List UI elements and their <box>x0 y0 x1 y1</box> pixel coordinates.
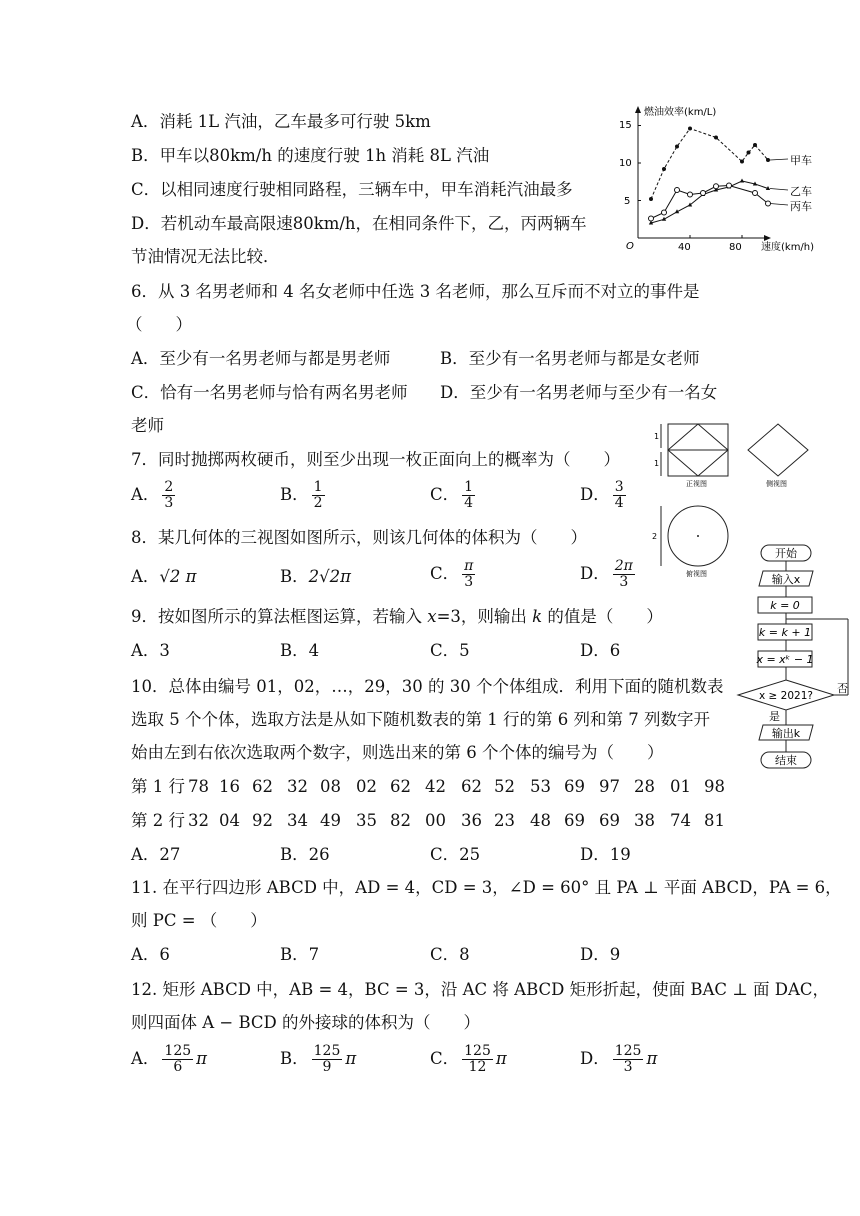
random-number-cell: 92 <box>252 811 273 830</box>
q6-option-b: B．至少有一名男老师与都是女老师 <box>440 349 700 368</box>
data-point <box>740 160 744 164</box>
random-number-cell: 32 <box>287 777 308 796</box>
data-point <box>747 151 751 155</box>
random-number-cell: 32 <box>188 811 209 830</box>
side-view-label: 侧视图 <box>766 480 787 488</box>
q11-line-2: 则 PC = （ ） <box>131 911 267 930</box>
q5-option-c: C．以相同速度行驶相同路程，三辆车中，甲车消耗汽油最多 <box>131 180 573 199</box>
legend-yi: 乙车 <box>790 185 812 198</box>
y-tick-label-10: 10 <box>619 158 632 169</box>
random-number-cell: 62 <box>252 777 273 796</box>
q9-stem: 9．按如图所示的算法框图运算，若输入 x=3，则输出 k 的值是（ ） <box>131 607 663 626</box>
chart-xlabel: 速度(km/h) <box>761 242 815 253</box>
chart-ylabel: 燃油效率(km/L) <box>644 107 717 118</box>
data-point <box>675 145 679 149</box>
data-point <box>714 184 719 189</box>
q5-option-d-cont: 节油情况无法比较． <box>131 247 280 266</box>
random-number-cell: 35 <box>356 811 377 830</box>
q10-line-2: 选取 5 个个体，选取方法是从如下随机数表的第 1 行的第 6 列和第 7 列数字开 <box>131 710 710 729</box>
data-point <box>753 143 757 147</box>
random-number-cell: 81 <box>704 811 725 830</box>
data-point <box>714 136 718 140</box>
random-table-row-2-label: 第 2 行 <box>131 811 185 830</box>
data-point <box>662 210 667 215</box>
random-number-cell: 69 <box>599 811 620 830</box>
random-number-cell: 16 <box>219 777 240 796</box>
q6-answer-paren: （ ） <box>126 315 192 334</box>
random-number-cell: 62 <box>461 777 482 796</box>
q9-option-c: C．5 <box>430 641 470 660</box>
q6-stem: 6．从 3 名男老师和 4 名女老师中任选 3 名老师，那么互斥而不对立的事件是 <box>131 282 700 301</box>
flow-init: k = 0 <box>770 599 800 612</box>
q12-line-2: 则四面体 A − BCD 的外接球的体积为（ ） <box>131 1013 481 1032</box>
data-point <box>753 191 758 196</box>
chart-origin: O <box>626 241 634 252</box>
q10-option-c: C．25 <box>430 845 481 864</box>
random-number-cell: 82 <box>390 811 411 830</box>
data-point <box>649 197 653 201</box>
y-tick-label-5: 5 <box>624 196 631 207</box>
series-line-3 <box>651 186 768 219</box>
q7-option-b: B． $\frac{1}{2}$ <box>280 479 323 511</box>
flow-end: 结束 <box>775 754 797 767</box>
q7-stem: 7．同时抛掷两枚硬币，则至少出现一枚正面向上的概率为（ ） <box>131 450 620 469</box>
q6-option-c: C．恰有一名男老师与恰有两名男老师 <box>131 383 408 402</box>
q10-option-d: D．19 <box>580 845 631 864</box>
q10-option-b: B．26 <box>280 845 330 864</box>
random-number-cell: 52 <box>494 777 515 796</box>
algorithm-flowchart <box>732 540 852 780</box>
q12-option-c: C． $\frac{125}{12}$ π <box>430 1043 507 1075</box>
random-table-row-1-label: 第 1 行 <box>131 777 185 796</box>
front-view-label: 正视图 <box>686 480 707 488</box>
q7-option-a: A． $\frac{2}{3}$ <box>131 479 174 511</box>
legend-leader-yi <box>770 189 788 191</box>
q12-option-d: D． $\frac{125}{3}$ π <box>580 1043 658 1075</box>
random-number-cell: 34 <box>287 811 308 830</box>
data-point <box>740 179 744 183</box>
random-number-cell: 04 <box>219 811 240 830</box>
flow-input: 输入x <box>771 573 801 586</box>
random-number-cell: 78 <box>188 777 209 796</box>
data-point <box>727 183 732 188</box>
random-number-cell: 69 <box>564 777 585 796</box>
series-line-2 <box>651 181 768 223</box>
q6-option-d-cont: 老师 <box>131 416 164 435</box>
dim-label-2: 2 <box>652 532 658 541</box>
data-point <box>701 191 706 196</box>
y-tick-label-15: 15 <box>619 120 632 131</box>
q8-option-b: B．2√2π <box>280 567 351 586</box>
data-point <box>766 158 770 162</box>
q12-option-a: A． $\frac{125}{6}$ π <box>131 1043 208 1075</box>
q9-option-d: D．6 <box>580 641 621 660</box>
q9-option-a: A．3 <box>131 641 170 660</box>
series-line-1 <box>651 129 768 200</box>
q8-stem: 8．某几何体的三视图如图所示，则该几何体的体积为（ ） <box>131 528 587 547</box>
q11-option-a: A．6 <box>131 945 170 964</box>
random-number-cell: 01 <box>670 777 691 796</box>
flow-yes: 是 <box>769 710 780 723</box>
random-number-cell: 98 <box>704 777 725 796</box>
q11-option-d: D．9 <box>580 945 621 964</box>
q7-option-d: D． $\frac{3}{4}$ <box>580 479 624 511</box>
random-number-cell: 69 <box>564 811 585 830</box>
flow-update: x = xᵏ − 1 <box>756 653 814 666</box>
random-number-cell: 53 <box>530 777 551 796</box>
q12-line-1: 12. 矩形 ABCD 中，AB = 4，BC = 3，沿 AC 将 ABCD 矩形折起，使面 BAC ⊥ 面 DAC， <box>131 980 830 999</box>
data-point <box>688 192 693 197</box>
q5-option-b: B．甲车以80km/h 的速度行驶 1h 消耗 8L 汽油 <box>131 146 490 165</box>
legend-leader-jia <box>770 159 788 160</box>
dim-label-1a: 1 <box>654 432 660 441</box>
random-number-cell: 97 <box>599 777 620 796</box>
random-number-cell: 08 <box>320 777 341 796</box>
data-point <box>662 167 666 171</box>
random-number-cell: 36 <box>461 811 482 830</box>
random-number-cell: 28 <box>634 777 655 796</box>
legend-bing: 丙车 <box>790 200 812 213</box>
q8-option-d: D． $\frac{2\pi}{3}$ <box>580 558 633 590</box>
random-number-cell: 38 <box>634 811 655 830</box>
data-point <box>675 188 680 193</box>
q8-option-c: C． $\frac{\pi}{3}$ <box>430 558 474 590</box>
q6-option-d: D．至少有一名男老师与至少有一名女 <box>440 383 718 402</box>
data-point <box>688 127 692 131</box>
random-number-cell: 02 <box>356 777 377 796</box>
q9-option-b: B．4 <box>280 641 320 660</box>
random-number-cell: 62 <box>390 777 411 796</box>
data-point <box>649 216 654 221</box>
random-number-cell: 48 <box>530 811 551 830</box>
data-point <box>688 203 692 207</box>
legend-jia: 甲车 <box>790 154 812 167</box>
q5-option-a: A．消耗 1L 汽油，乙车最多可行驶 5km <box>131 112 431 131</box>
q12-option-b: B． $\frac{125}{9}$ π <box>280 1043 357 1075</box>
q8-option-a: A．√2 π <box>131 567 197 586</box>
q10-line-1: 10．总体由编号 01，02，…，29，30 的 30 个个体组成．利用下面的随机数表 <box>131 677 724 696</box>
q11-option-c: C．8 <box>430 945 470 964</box>
q10-option-a: A．27 <box>131 845 181 864</box>
flow-output: 输出k <box>771 727 801 740</box>
random-number-cell: 00 <box>425 811 446 830</box>
q6-option-a: A．至少有一名男老师与都是男老师 <box>131 349 391 368</box>
flow-no: 否 <box>837 682 848 695</box>
q11-line-1: 11. 在平行四边形 ABCD 中，AD = 4，CD = 3，∠D = 60° 且 PA ⊥ 平面 ABCD，PA = 6， <box>131 878 842 897</box>
random-number-cell: 74 <box>670 811 691 830</box>
data-point <box>766 201 771 206</box>
flow-condition: x ≥ 2021? <box>759 690 813 702</box>
random-number-cell: 49 <box>320 811 341 830</box>
fuel-efficiency-chart <box>618 103 834 253</box>
flow-increment: k = k + 1 <box>758 626 812 639</box>
q11-option-b: B．7 <box>280 945 320 964</box>
random-number-cell: 23 <box>494 811 515 830</box>
legend-leader-bing <box>770 204 788 206</box>
q7-option-c: C． $\frac{1}{4}$ <box>430 479 474 511</box>
q5-option-d: D．若机动车最高限速80km/h，在相同条件下，乙，丙两辆车 <box>131 214 587 233</box>
top-view-label: 俯视图 <box>686 570 707 578</box>
q10-line-3: 始由左到右依次选取两个数字，则选出来的第 6 个个体的编号为（ ） <box>131 743 664 762</box>
x-tick-label-40: 40 <box>678 242 691 253</box>
random-number-cell: 42 <box>425 777 446 796</box>
flow-start: 开始 <box>775 547 797 560</box>
x-tick-label-80: 80 <box>729 242 742 253</box>
dim-label-1b: 1 <box>654 459 660 468</box>
